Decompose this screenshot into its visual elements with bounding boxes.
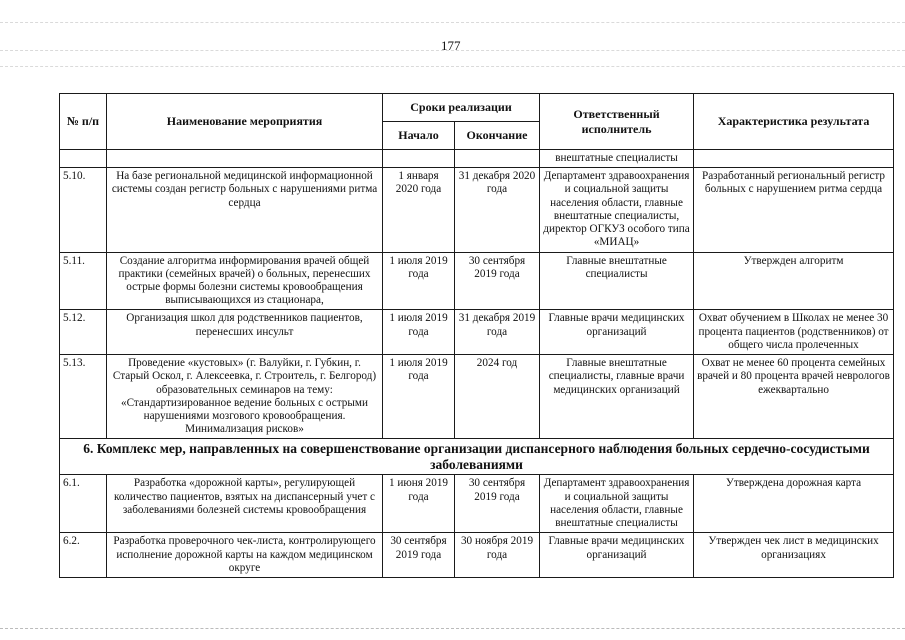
header-end: Окончание — [455, 122, 540, 150]
start-date: 1 июля 2019 года — [383, 355, 455, 439]
start-date: 30 сентября 2019 года — [383, 533, 455, 578]
table-row — [60, 355, 894, 439]
end-date: 31 декабря 2019 года — [455, 310, 540, 355]
section-title: 6. Комплекс мер, направленных на совершенствование организации диспансерного наблюдения больных сердечно-сосудистыми заболеваниями — [60, 439, 894, 475]
activity-name: На базе региональной медицинской информационной системы создан регистр больных с нарушениями ритма сердца — [107, 168, 383, 252]
header-start: Начало — [383, 122, 455, 150]
activity-table — [59, 93, 894, 578]
activity-name: Разработка «дорожной карты», регулирующей количество пациентов, взятых на диспансерный учет с заболеваниями болезней системы кровообращения — [107, 475, 383, 533]
end-date: 30 ноября 2019 года — [455, 533, 540, 578]
result-description: Разработанный региональный регистр больных с нарушением ритма сердца — [694, 168, 894, 252]
end-date: 30 сентября 2019 года — [455, 252, 540, 310]
result-description: Охват не менее 60 процента семейных врачей и 80 процента врачей неврологов ежеквартально — [694, 355, 894, 439]
responsible-executor: Департамент здравоохранения и социальной защиты населения области, главные внештатные специалисты, директор ОГКУЗ особого типа «МИАЦ» — [540, 168, 694, 252]
responsible-executor: Департамент здравоохранения и социальной защиты населения области, главные внештатные специалисты — [540, 475, 694, 533]
table-body-section-6 — [60, 475, 894, 578]
result-description: Утвержден чек лист в медицинских организациях — [694, 533, 894, 578]
continuation-row — [60, 150, 894, 168]
result-description: Утверждена дорожная карта — [694, 475, 894, 533]
start-date: 1 июля 2019 года — [383, 310, 455, 355]
responsible-executor: Главные врачи медицинских организаций — [540, 310, 694, 355]
responsible-executor: Главные врачи медицинских организаций — [540, 533, 694, 578]
responsible-executor: Главные внештатные специалисты, главные врачи медицинских организаций — [540, 355, 694, 439]
header-responsible: Ответственный исполнитель — [540, 94, 694, 150]
end-date: 2024 год — [455, 355, 540, 439]
page-number: 177 — [441, 38, 461, 53]
start-date: 1 июля 2019 года — [383, 252, 455, 310]
scan-noise-line — [0, 50, 905, 52]
table-row — [60, 310, 894, 355]
header-result: Характеристика результата — [694, 94, 894, 150]
table-row — [60, 168, 894, 252]
end-date: 31 декабря 2020 года — [455, 168, 540, 252]
start-date: 1 января 2020 года — [383, 168, 455, 252]
end-date: 30 сентября 2019 года — [455, 475, 540, 533]
row-number: 5.12. — [60, 310, 107, 355]
result-description: Охват обучением в Школах не менее 30 процента пациентов (родственников) от общего числа пролеченных — [694, 310, 894, 355]
start-date: 1 июня 2019 года — [383, 475, 455, 533]
activity-name: Создание алгоритма информирования врачей общей практики (семейных врачей) о больных, перенесших острые формы болезни системы кровообращения выписывающихся из стационара, — [107, 252, 383, 310]
header-name: Наименование мероприятия — [107, 94, 383, 150]
result-description: Утвержден алгоритм — [694, 252, 894, 310]
table-row — [60, 475, 894, 533]
section-row — [60, 439, 894, 475]
activity-name: Организация школ для родственников пациентов, перенесших инсульт — [107, 310, 383, 355]
row-number: 5.13. — [60, 355, 107, 439]
scan-noise-line — [0, 22, 905, 24]
scan-noise-line — [0, 66, 905, 68]
row-number: 5.11. — [60, 252, 107, 310]
header-period: Сроки реализации — [383, 94, 540, 122]
row-number: 6.2. — [60, 533, 107, 578]
row-number: 5.10. — [60, 168, 107, 252]
activity-name: Разработка проверочного чек-листа, контролирующего исполнение дорожной карты на каждом медицинском округе — [107, 533, 383, 578]
header-num: № п/п — [60, 94, 107, 150]
table-row — [60, 252, 894, 310]
scan-noise-line — [0, 628, 905, 630]
continuation-text: внештатные специалисты — [540, 150, 694, 168]
activity-name: Проведение «кустовых» (г. Валуйки, г. Губкин, г. Старый Оскол, г. Алексеевка, г. Строитель, г. Белгород) образовательных семинаров на тему: «Стандартизированное ведение больных с острыми нарушениями мозгового кровообращения. Минимализация рисков» — [107, 355, 383, 439]
table-row — [60, 533, 894, 578]
responsible-executor: Главные внештатные специалисты — [540, 252, 694, 310]
table-body-section-5 — [60, 150, 894, 439]
row-number: 6.1. — [60, 475, 107, 533]
